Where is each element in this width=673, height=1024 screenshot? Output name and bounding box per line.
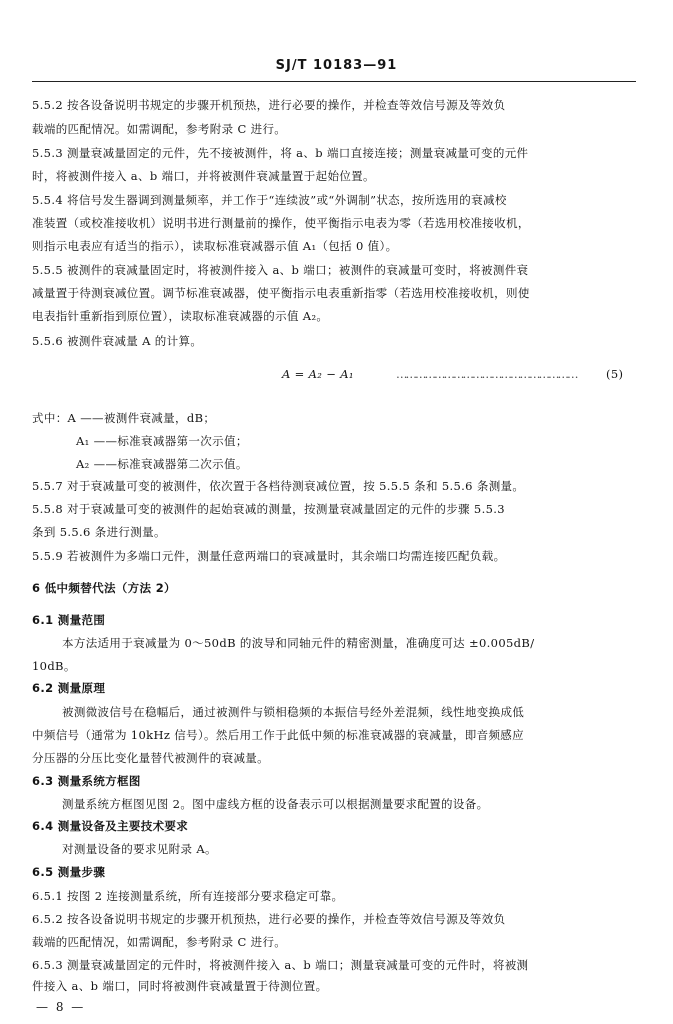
para-6-5-2-line2: 载端的匹配情况，如需调配，参考附录 C 进行。 [32,935,287,949]
where-line-a2: A₂ ——标准衰减器第二次示值。 [76,457,248,471]
para-5-5-8-line1: 5.5.8 对于衰减量可变的被测件的起始衰减的测量，按测量衰减量固定的元件的步骤 5.5.3 [32,502,505,516]
section-6-2-body-line3: 分压器的分压比变化量替代被测件的衰减量。 [32,751,269,765]
para-5-5-4-line1: 5.5.4 将信号发生器调到测量频率，并工作于“连续波”或“外调制”状态，按所选用的衰减校 [32,193,507,207]
para-5-5-6: 5.5.6 被测件衰减量 A 的计算。 [32,334,203,348]
section-6-title: 6 低中频替代法（方法 2） [32,581,176,595]
para-5-5-2-line1: 5.5.2 按各设备说明书规定的步骤开机预热，进行必要的操作，并检查等效信号源及等效负 [32,98,506,112]
para-5-5-2-line2: 载端的匹配情况。如需调配，参考附录 C 进行。 [32,122,287,136]
para-6-5-1: 6.5.1 按图 2 连接测量系统，所有连接部分要求稳定可靠。 [32,889,344,903]
section-6-3-title: 6.3 测量系统方框图 [32,774,141,788]
para-5-5-4-line2: 准装置（或校准接收机）说明书进行测量前的操作，使平衡指示电表为零（若选用校准接收机， [32,216,530,230]
section-6-1-body-line1: 本方法适用于衰减量为 0～50dB 的波导和同轴元件的精密测量，准确度可达 ±0.005dB/ [62,636,535,650]
para-5-5-3-line2: 时，将被测件接入 a、b 端口，并将被测件衰减量置于起始位置。 [32,169,375,183]
para-6-5-3-line2: 件接入 a、b 端口，同时将被测件衰减量置于待测位置。 [32,979,328,993]
section-6-2-title: 6.2 测量原理 [32,681,106,695]
equation-number: (5) [606,367,624,381]
section-6-2-body-line2: 中频信号（通常为 10kHz 信号）。然后用工作于此低中频的标准衰减器的衰减量，即音频感应 [32,728,524,742]
where-line-a: 式中：A ——被测件衰减量，dB； [32,411,216,425]
para-5-5-8-line2: 条到 5.5.6 条进行测量。 [32,525,166,539]
section-6-3-body: 测量系统方框图见图 2。图中虚线方框的设备表示可以根据测量要求配置的设备。 [62,797,489,811]
section-6-4-title: 6.4 测量设备及主要技术要求 [32,819,189,833]
section-6-4-body: 对测量设备的要求见附录 A。 [62,842,217,856]
document-header-standard-number: SJ/T 10183—91 [275,58,398,73]
section-6-5-title: 6.5 测量步骤 [32,865,106,879]
where-line-a1: A₁ ——标准衰减器第一次示值； [76,434,248,448]
para-6-5-2-line1: 6.5.2 按各设备说明书规定的步骤开机预热，进行必要的操作，并检查等效信号源及等效负 [32,912,506,926]
para-5-5-7: 5.5.7 对于衰减量可变的被测件，依次置于各档待测衰减位置，按 5.5.5 条和 5.5.6 条测量。 [32,479,525,493]
equation-5: A = A₂ − A₁ [282,367,354,381]
para-6-5-3-line1: 6.5.3 测量衰减量固定的元件时，将被测件接入 a、b 端口；测量衰减量可变的元件时，将被测 [32,958,529,972]
para-5-5-9: 5.5.9 若被测件为多端口元件，测量任意两端口的衰减量时，其余端口均需连接匹配负载。 [32,549,506,563]
header-rule [32,81,636,82]
para-5-5-5-line3: 电表指针重新指到原位置），读取标准衰减器的示值 A₂。 [32,309,329,323]
para-5-5-5-line1: 5.5.5 被测件的衰减量固定时，将被测件接入 a、b 端口；被测件的衰减量可变时，将被测件衰 [32,263,529,277]
page-number: — 8 — [36,1000,86,1014]
equation-leader-dots: ………………………………………………… [396,367,577,381]
section-6-1-title: 6.1 测量范围 [32,613,106,627]
para-5-5-4-line3: 则指示电表应有适当的指示），读取标准衰减器示值 A₁（包括 0 值）。 [32,239,398,253]
para-5-5-3-line1: 5.5.3 测量衰减量固定的元件，先不接被测件，将 a、b 端口直接连接；测量衰减量可变的元件 [32,146,529,160]
section-6-2-body-line1: 被测微波信号在稳幅后，通过被测件与锁相稳频的本振信号经外差混频，线性地变换成低 [62,705,525,719]
section-6-1-body-line2: 10dB。 [32,659,76,673]
para-5-5-5-line2: 减量置于待测衰减位置。调节标准衰减器，使平衡指示电表重新指零（若选用校准接收机，则使 [32,286,530,300]
